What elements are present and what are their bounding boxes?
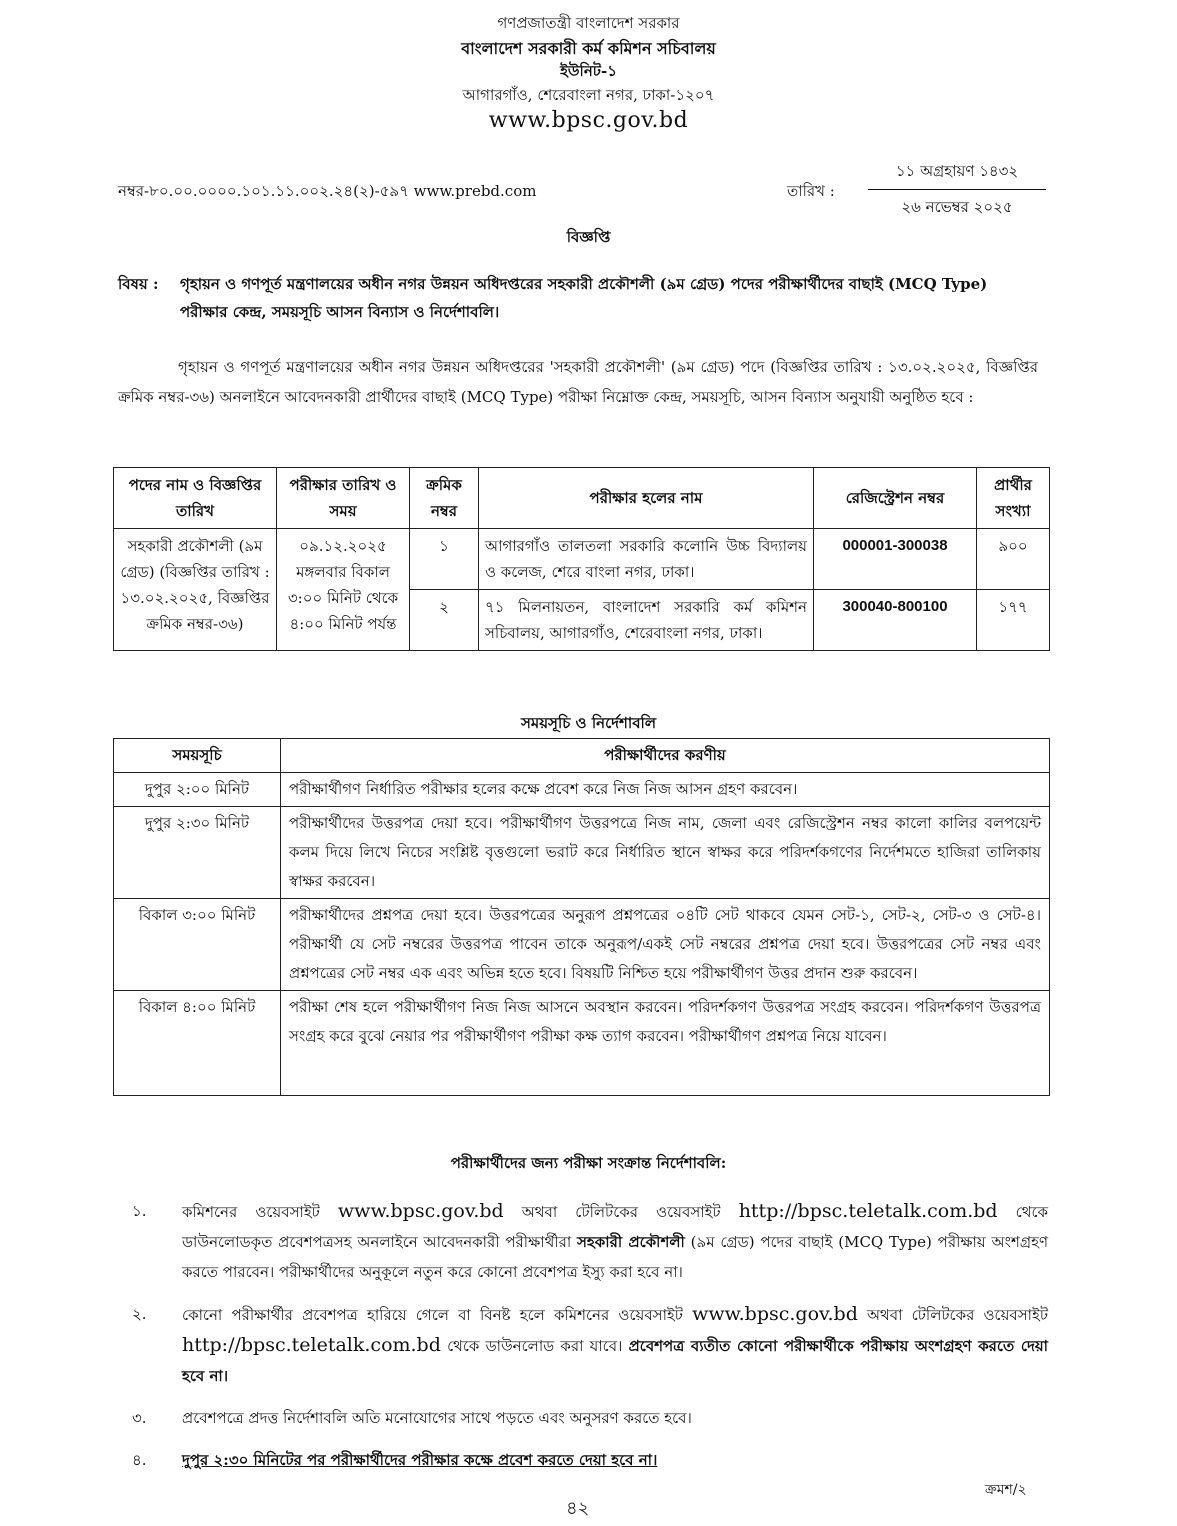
header-government: গণপ্রজাতন্ত্রী বাংলাদেশ সরকার — [497, 14, 680, 32]
post-cell: সহকারী প্রকৌশলী (৯ম গ্রেড) (বিজ্ঞপ্তির তারিখ : ১৩.০২.২০২৫, বিজ্ঞপ্তির ক্রমিক নম্বর-৩৬) — [114, 529, 277, 651]
item-number: ৪. — [132, 1451, 147, 1469]
subject-text: গৃহায়ন ও গণপূর্ত মন্ত্রণালয়ের অধীন নগর উন্নয়ন অধিদপ্তরের সহকারী প্রকৌশলী (৯ম গ্রেড) পদের পরীক্ষার্থীদের বাছাই (MCQ Type) পরীক্ষার কেন্দ্র, সময়সূচি আসন বিন্যাস ও নির্দেশাবলি। — [180, 275, 988, 321]
table-row — [114, 807, 1050, 899]
bpsc-website-link[interactable]: www.bpsc.gov.bd — [337, 1200, 504, 1222]
task-cell: পরীক্ষার্থীগণ নির্ধারিত পরীক্ষার হলের কক্ষে প্রবেশ করে নিজ নিজ আসন গ্রহণ করবেন। — [281, 773, 1050, 807]
time-cell: বিকাল ৩:০০ মিনিট — [114, 899, 281, 991]
list-item — [118, 1299, 1048, 1391]
list-item — [118, 1403, 1048, 1433]
header-website[interactable]: www.bpsc.gov.bd — [488, 108, 689, 133]
date-gregorian: ২৬ নভেম্বর ২০২৫ — [901, 198, 1013, 216]
hall-cell: ৭১ মিলনায়তন, বাংলাদেশ সরকারি কর্ম কমিশন সচিবালয়, আগারগাঁও, শেরেবাংলা নগর, ঢাকা। — [479, 590, 814, 651]
serial-cell: ১ — [410, 529, 479, 590]
list-item — [118, 1445, 1048, 1475]
header-address: আগারগাঁও, শেরেবাংলা নগর, ঢাকা-১২০৭ — [462, 86, 715, 104]
exam-table-header — [114, 468, 1050, 529]
continued-marker: ক্রমশ/২ — [985, 1482, 1027, 1498]
schedule-title: সময়সূচি ও নির্দেশাবলি — [520, 714, 657, 732]
header-unit: ইউনিট-১ — [560, 62, 617, 80]
time-cell: দুপুর ২:০০ মিনিট — [114, 773, 281, 807]
notice-title: বিজ্ঞপ্তি — [566, 228, 611, 246]
schedule-header — [114, 739, 1050, 773]
text-part: অথবা টেলিটকের ওয়েবসাইট — [503, 1203, 739, 1221]
date-box — [868, 160, 1046, 221]
count-cell: ৯০০ — [977, 529, 1050, 590]
task-cell: পরীক্ষা শেষ হলে পরীক্ষার্থীগণ নিজ নিজ আসনে অবস্থান করবেন। পরিদর্শকগণ উত্তরপত্র সংগ্রহ করবেন। পরিদর্শকগণ উত্তরপত্র সংগ্রহ করে বুঝে নেয়ার পর পরীক্ষার্থীগণ পরীক্ষা কক্ষ ত্যাগ করবেন। পরীক্ষার্থীগণ প্রশ্নপত্র নিয়ে যাবেন। — [281, 991, 1050, 1096]
header-commission: বাংলাদেশ সরকারী কর্ম কমিশন সচিবালয় — [461, 39, 716, 58]
task-cell: পরীক্ষার্থীদের প্রশ্নপত্র দেয়া হবে। উত্তরপত্রের অনুরূপ প্রশ্নপত্রের ০৪টি সেট থাকবে যেমন সেট-১, সেট-২, সেট-৩ ও সেট-৪। পরীক্ষার্থী যে সেট নম্বরের উত্তরপত্র পাবেন তাকে অনুরূপ/একই সেট নম্বরের প্রশ্নপত্র দেয়া হবে। উত্তরপত্রের সেট নম্বর এবং প্রশ্নপত্রের সেট নম্বর এক এবং অভিন্ন হতে হবে। বিষয়টি নিশ্চিত হয়ে পরীক্ষার্থীগণ উত্তর প্রদান শুরু করবেন। — [281, 899, 1050, 991]
date-bangla: ১১ অগ্রহায়ণ ১৪৩২ — [868, 160, 1046, 190]
item-text: প্রবেশপত্রে প্রদত্ত নির্দেশাবলি অতি মনোযোগের সাথে পড়তে এবং অনুসরণ করতে হবে। — [182, 1409, 692, 1427]
schedule-table — [113, 738, 1050, 1096]
date-label: তারিখ : — [787, 182, 835, 200]
subject-label: বিষয় : — [118, 275, 159, 293]
bold-text: সহকারী প্রকৌশলী — [577, 1233, 685, 1251]
item-number: ১. — [132, 1202, 147, 1220]
handwritten-mark: ৪২ — [566, 1498, 590, 1519]
col-post: পদের নাম ও বিজ্ঞপ্তির তারিখ — [114, 468, 277, 529]
item-number: ২. — [132, 1305, 147, 1323]
table-row — [114, 991, 1050, 1096]
instructions-title: পরীক্ষার্থীদের জন্য পরীক্ষা সংক্রান্ত নির্দেশাবলি: — [450, 1154, 727, 1172]
time-cell: দুপুর ২:৩০ মিনিট — [114, 807, 281, 899]
subject — [118, 270, 1038, 326]
item-text — [182, 1445, 1048, 1475]
bold-text: প্রবেশপত্র ব্যতীত কোনো পরীক্ষার্থীকে পরীক্ষায় অংশগ্রহণ করতে দেয়া হবে না। — [182, 1337, 1049, 1385]
hall-cell: আগারগাঁও তালতলা সরকারি কলোনি উচ্চ বিদ্যালয় ও কলেজ, শেরে বাংলা নগর, ঢাকা। — [479, 529, 814, 590]
table-row — [114, 529, 1050, 590]
text-part: কোনো পরীক্ষার্থীর প্রবেশপত্র হারিয়ে গেলে বা বিনষ্ট হলে কমিশনের ওয়েবসাইট — [182, 1306, 693, 1324]
registration-cell: 300040-800100 — [814, 590, 977, 651]
memo-number: নম্বর-৮০.০০.০০০০.১০১.১১.০০২.২৪(২)-৫৯৭ www.prebd.com — [118, 182, 537, 200]
list-item — [118, 1196, 1048, 1287]
count-cell: ১৭৭ — [977, 590, 1050, 651]
table-row — [114, 773, 1050, 807]
table-row — [114, 899, 1050, 991]
col-hall: পরীক্ষার হলের নাম — [479, 468, 814, 529]
col-registration: রেজিস্ট্রেশন নম্বর — [814, 468, 977, 529]
text-part: থেকে ডাউনলোডকৃত প্রবেশপত্রসহ অনলাইনে আবেদনকারী পরীক্ষার্থীরা — [182, 1203, 1049, 1251]
teletalk-website-link[interactable]: http://bpsc.teletalk.com.bd — [738, 1200, 998, 1222]
item-text — [182, 1299, 1048, 1391]
serial-cell: ২ — [410, 590, 479, 651]
col-serial: ক্রমিক নম্বর — [410, 468, 479, 529]
intro-paragraph: গৃহায়ন ও গণপূর্ত মন্ত্রণালয়ের অধীন নগর উন্নয়ন অধিদপ্তরের 'সহকারী প্রকৌশলী' (৯ম গ্রেড) পদে (বিজ্ঞপ্তির তারিখ : ১৩.০২.২০২৫, বিজ্ঞপ্তির ক্রমিক নম্বর-৩৬) অনলাইনে আবেদনকারী প্রার্থীদের বাছাই (MCQ Type) পরীক্ষা নিম্নোক্ত কেন্দ্র, সময়সূচি, আসন বিন্যাস অনুযায়ী অনুষ্ঠিত হবে : — [118, 358, 1038, 406]
col-datetime: পরীক্ষার তারিখ ও সময় — [277, 468, 410, 529]
task-cell: পরীক্ষার্থীদের উত্তরপত্র দেয়া হবে। পরীক্ষার্থীগণ উত্তরপত্রে নিজ নাম, জেলা এবং রেজিস্ট্রেশন নম্বর কালো কালির বলপয়েন্ট কলম দিয়ে লিখে নিচের সংশ্লিষ্ট বৃত্তগুলো ভরাট করে নির্ধারিত স্থানে স্বাক্ষর করে পরিদর্শকগণের নির্দেশমতে হাজিরা তালিকায় স্বাক্ষর করবেন। — [281, 807, 1050, 899]
item-text — [182, 1196, 1048, 1287]
datetime-cell: ০৯.১২.২০২৫ মঙ্গলবার বিকাল ৩:০০ মিনিট থেকে ৪:০০ মিনিট পর্যন্ত — [277, 529, 410, 651]
col-time: সময়সূচি — [114, 739, 281, 773]
text-part: অথবা টেলিটকের ওয়েবসাইট — [857, 1306, 1048, 1324]
item-number: ৩. — [132, 1409, 147, 1427]
time-cell: বিকাল ৪:০০ মিনিট — [114, 991, 281, 1096]
text-part: থেকে ডাউনলোড করা যাবে। — [440, 1337, 629, 1355]
underlined-warning: দুপুর ২:৩০ মিনিটের পর পরীক্ষার্থীদের পরীক্ষার কক্ষে প্রবেশ করতে দেয়া হবে না। — [182, 1451, 658, 1469]
col-task: পরীক্ষার্থীদের করণীয় — [281, 739, 1050, 773]
registration-cell: 000001-300038 — [814, 529, 977, 590]
exam-table — [113, 467, 1050, 651]
col-count: প্রার্থীর সংখ্যা — [977, 468, 1050, 529]
text-part: (৯ম গ্রেড) পদের বাছাই (MCQ Type) পরীক্ষায় অংশগ্রহণ করতে পারবেন। পরীক্ষার্থীদের অনুকূলে নতুন করে কোনো প্রবেশপত্র ইস্যু করা হবে না। — [182, 1233, 1049, 1281]
teletalk-website-link[interactable]: http://bpsc.teletalk.com.bd — [182, 1334, 441, 1356]
bpsc-website-link[interactable]: www.bpsc.gov.bd — [692, 1303, 858, 1325]
instructions-list — [118, 1196, 1048, 1487]
text-part: কমিশনের ওয়েবসাইট — [182, 1203, 338, 1221]
